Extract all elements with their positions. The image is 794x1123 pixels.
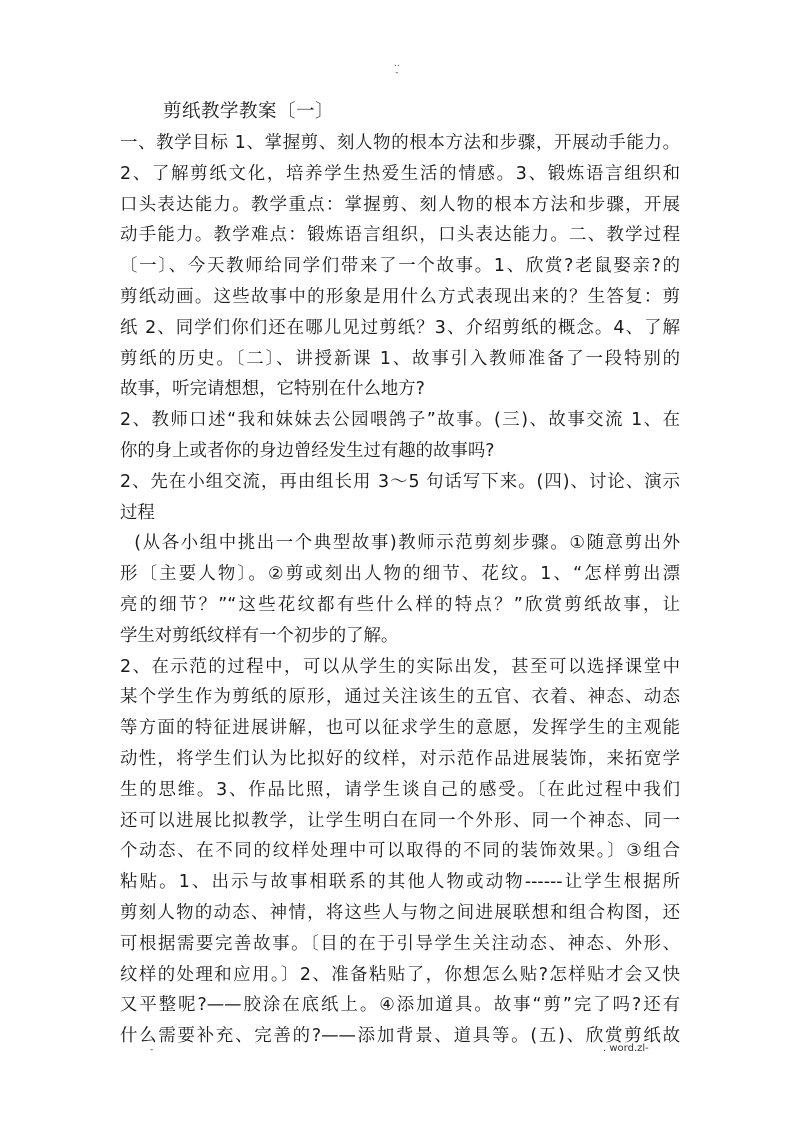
text-line: 纹样的处理和应用。〕2、准备粘贴了，你想怎么贴?怎样贴才会又快 [120,964,680,985]
text-line: 亮的细节？”“这些花纹都有些什么样的特点？”欣赏剪纸故事，让 [120,594,680,615]
text-line: 粘贴。1、出示与故事相联系的其他人物或动物------让学生根据所 [120,872,680,893]
text-line: 2、了解剪纸文化，培养学生热爱生活的情感。3、锻炼语言组织和 [120,163,680,184]
text-line: 剪纸动画。这些故事中的形象是用什么方式表现出来的？生答复：剪 [120,286,680,307]
text-line: 动手能力。教学难点：锻炼语言组织，口头表达能力。二、教学过程 [120,225,680,246]
document-body [120,128,680,1052]
text-line: 2、教师口述“我和妹妹去公园喂鸽子”故事。(三)、故事交流 1、在 [120,410,680,431]
text-line: 什么需要补充、完善的?——添加背景、道具等。(五)、欣赏剪纸故 [120,1026,680,1047]
text-line: 故事，听完请想想，它特别在什么地方? [120,379,425,400]
text-line: 2、先在小组交流，再由组长用 3～5 句话写下来。(四)、讨论、演示 [120,471,680,492]
page-header-mark [394,60,400,78]
text-line: 可根据需要完善故事。〔目的在于引导学生关注动态、神态、外形、 [120,933,680,954]
text-line: 你的身上或者你的身边曾经发生过有趣的故事吗? [120,440,495,461]
text-line: 生的思维。3、作品比照，请学生谈自己的感受。〔在此过程中我们 [120,779,680,800]
text-line: 剪纸的历史。〔二〕、讲授新课 1、故事引入教师准备了一段特别的 [120,348,680,369]
text-line: 动性，将学生们认为比拟好的纹样，对示范作品进展装饰，来拓宽学 [120,748,680,769]
text-line: 纸 2、同学们你们还在哪儿见过剪纸？3、介绍剪纸的概念。4、了解 [120,317,680,338]
text-line: 口头表达能力。教学重点：掌握剪、刻人物的根本方法和步骤，开展 [120,194,680,215]
text-line: (从各小组中挑出一个典型故事)教师示范剪刻步骤。①随意剪出外 [120,533,680,554]
text-line: 一、教学目标 1、掌握剪、刻人物的根本方法和步骤，开展动手能力。 [120,133,680,153]
text-line: 形〔主要人物〕。②剪或刻出人物的细节、花纹。1、“怎样剪出漂 [120,564,680,585]
footer-left: - [150,1045,154,1055]
text-line: 学生对剪纸纹样有一个初步的了解。 [120,625,399,646]
text-line: 某个学生作为剪纸的原形，通过关注该生的五官、衣着、神态、动态 [120,687,680,708]
footer-right: . word.zl- [603,1043,649,1054]
text-line: 2、在示范的过程中，可以从学生的实际出发，甚至可以选择课堂中 [120,656,680,677]
text-line: 过程 [120,502,155,523]
text-line: 个动态、在不同的纹样处理中可以取得的不同的装饰效果。〕③组合 [120,841,680,862]
header-mark-bottom: - [395,68,399,78]
document-title: 剪纸教学教案〔一〕 [163,101,335,122]
text-line: 剪刻人物的动态、神情，将这些人与物之间进展联想和组合构图，还 [120,902,680,923]
text-line: 又平整呢?——胶涂在底纸上。④添加道具。故事“剪”完了吗?还有 [120,995,680,1016]
text-line: 等方面的特征进展讲解，也可以征求学生的意愿，发挥学生的主观能 [120,718,680,739]
header-mark-top: .. [394,59,400,69]
text-line: 还可以进展比拟教学，让学生明白在同一个外形、同一个神态、同一 [120,810,680,831]
text-line: 〔一〕、今天教师给同学们带来了一个故事。1、欣赏?老鼠娶亲?的 [120,256,680,277]
